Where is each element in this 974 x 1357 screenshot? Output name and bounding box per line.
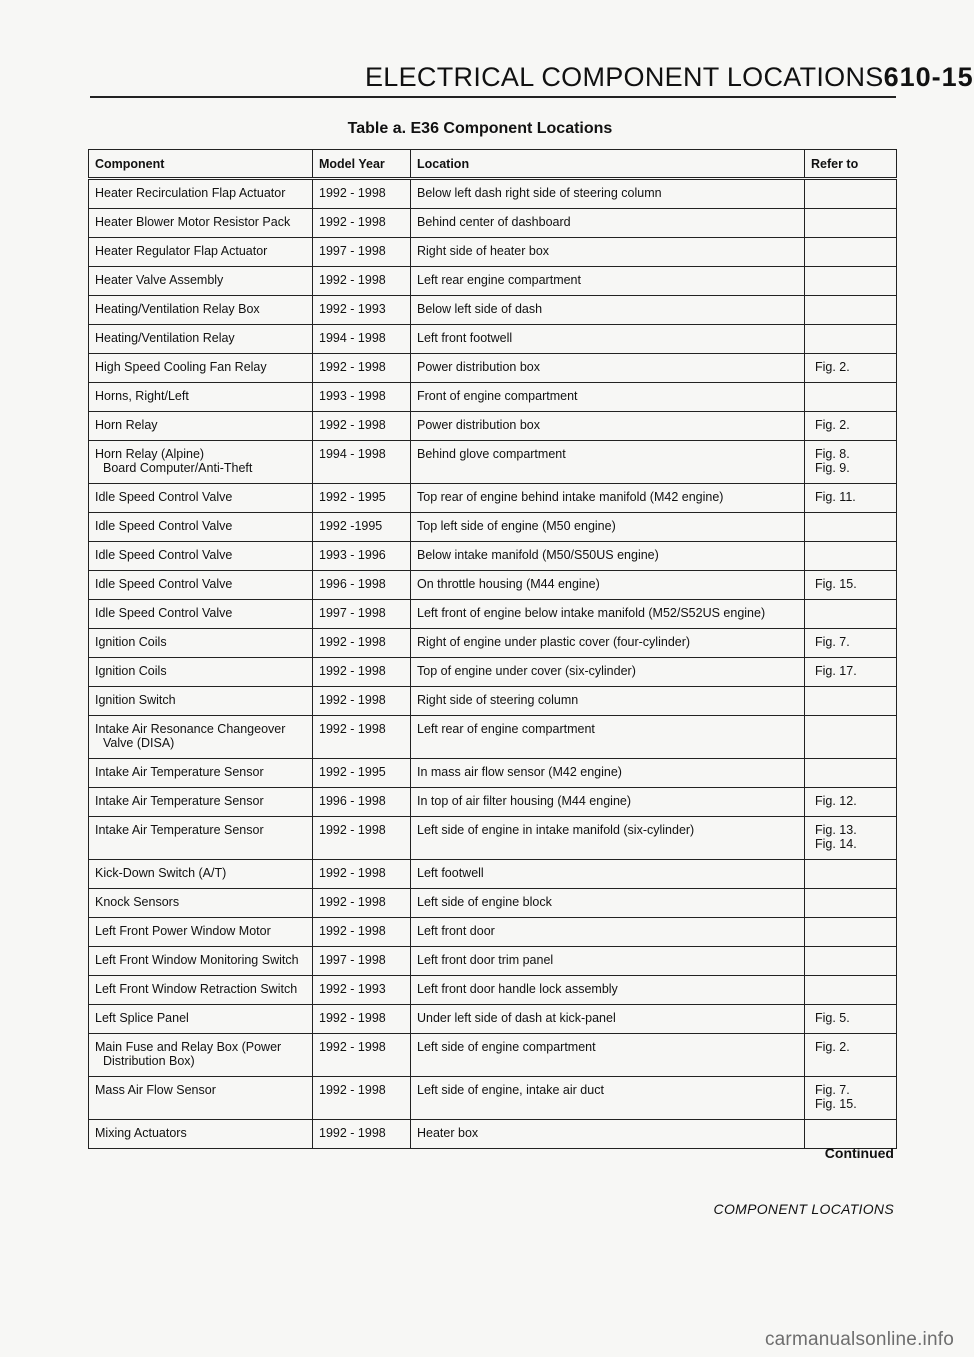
table-row [89,817,897,860]
cell-component [89,918,313,947]
cell-component [89,542,313,571]
cell-model-year-line: 1992 -1995 [319,519,383,533]
cell-refer-to [805,542,897,571]
cell-component-line: Intake Air Temperature Sensor [95,823,264,837]
cell-location [411,629,805,658]
cell-component-line: Heater Blower Motor Resistor Pack [95,215,291,229]
cell-component [89,441,313,484]
cell-model-year [313,1120,411,1149]
cell-model-year-line: 1992 - 1998 [319,360,386,374]
cell-refer-to [805,1034,897,1077]
cell-model-year [313,383,411,412]
cell-model-year-line: 1992 - 1993 [319,302,386,316]
cell-model-year [313,1077,411,1120]
cell-component-line: High Speed Cooling Fan Relay [95,360,267,374]
cell-model-year [313,889,411,918]
watermark: carmanualsonline.info [764,1329,954,1350]
cell-model-year [313,412,411,441]
cell-location-line: Left side of engine compartment [417,1040,596,1054]
cell-location [411,976,805,1005]
cell-component-line: Knock Sensors [95,895,180,909]
cell-location-line: On throttle housing (M44 engine) [417,577,600,591]
cell-model-year-line: 1994 - 1998 [319,331,386,345]
table-row [89,542,897,571]
table-row [89,658,897,687]
cell-refer-to [805,889,897,918]
cell-refer-to [805,1005,897,1034]
table-row [89,889,897,918]
cell-location-line: Heater box [417,1126,479,1140]
cell-refer-to [805,441,897,484]
cell-component-line: Valve (DISA) [103,736,175,750]
cell-component [89,296,313,325]
cell-location [411,383,805,412]
cell-model-year [313,860,411,889]
cell-location [411,209,805,238]
table-row [89,1077,897,1120]
cell-model-year-line: 1994 - 1998 [319,447,386,461]
cell-location-line: Below left side of dash [417,302,543,316]
cell-model-year [313,658,411,687]
cell-component [89,658,313,687]
cell-model-year-line: 1992 - 1998 [319,924,386,938]
cell-component-line: Mass Air Flow Sensor [95,1083,216,1097]
cell-location [411,1120,805,1149]
cell-component-line: Heating/Ventilation Relay Box [95,302,260,316]
cell-location [411,687,805,716]
cell-component-line: Heater Regulator Flap Actuator [95,244,268,258]
cell-component [89,976,313,1005]
cell-refer-to [805,860,897,889]
cell-component-line: Left Front Window Monitoring Switch [95,953,299,967]
cell-model-year [313,600,411,629]
cell-location-line: Behind center of dashboard [417,215,571,229]
cell-location [411,1005,805,1034]
cell-component [89,1005,313,1034]
cell-location [411,296,805,325]
cell-component-line: Mixing Actuators [95,1126,187,1140]
cell-component-line: Idle Speed Control Valve [95,548,233,562]
cell-component-line: Heater Valve Assembly [95,273,224,287]
cell-component-line: Idle Speed Control Valve [95,577,233,591]
cell-model-year [313,788,411,817]
cell-location [411,1034,805,1077]
cell-model-year [313,817,411,860]
cell-component [89,629,313,658]
cell-location-line: Left front door handle lock assembly [417,982,618,996]
table-row [89,296,897,325]
cell-component-line: Heater Recirculation Flap Actuator [95,186,286,200]
cell-component [89,209,313,238]
cell-refer-to-line: Fig. 15. [815,1097,857,1111]
column-header-location: Location [411,150,805,179]
cell-component [89,513,313,542]
cell-component [89,860,313,889]
cell-model-year-line: 1992 - 1998 [319,1040,386,1054]
cell-refer-to-line: Fig. 15. [815,577,857,591]
cell-refer-to [805,716,897,759]
cell-location [411,267,805,296]
table-caption: Table a. E36 Component Locations [347,120,613,137]
cell-location [411,484,805,513]
cell-location [411,947,805,976]
cell-location-line: Left side of engine in intake manifold (six-cylinder) [417,823,695,837]
cell-location [411,441,805,484]
cell-component [89,383,313,412]
table-row [89,412,897,441]
cell-model-year [313,179,411,209]
cell-refer-to [805,296,897,325]
cell-component-line: Left Splice Panel [95,1011,189,1025]
cell-location-line: Left front footwell [417,331,513,345]
cell-model-year-line: 1992 - 1998 [319,866,386,880]
cell-refer-to-line: Fig. 2. [815,418,850,432]
cell-location [411,238,805,267]
cell-refer-to-line: Fig. 2. [815,360,850,374]
cell-model-year [313,354,411,383]
cell-component-line: Heating/Ventilation Relay [95,331,235,345]
cell-model-year-line: 1992 - 1998 [319,722,386,736]
cell-model-year-line: 1992 - 1998 [319,418,386,432]
table-row [89,600,897,629]
footer-section-label: COMPONENT LOCATIONS [713,1201,894,1217]
cell-refer-to-line: Fig. 12. [815,794,857,808]
cell-model-year [313,976,411,1005]
cell-component-line: Ignition Switch [95,693,176,707]
cell-location-line: Below left dash right side of steering column [417,186,662,200]
cell-model-year-line: 1992 - 1995 [319,490,386,504]
cell-location [411,412,805,441]
cell-refer-to [805,238,897,267]
cell-refer-to [805,513,897,542]
cell-component-line: Horn Relay [95,418,158,432]
cell-component-line: Ignition Coils [95,635,167,649]
cell-location [411,600,805,629]
cell-component [89,484,313,513]
cell-model-year-line: 1992 - 1998 [319,1083,386,1097]
cell-component [89,354,313,383]
table-row [89,209,897,238]
cell-location-line: Top of engine under cover (six-cylinder) [417,664,636,678]
cell-component [89,267,313,296]
cell-model-year [313,209,411,238]
cell-model-year [313,441,411,484]
table-row [89,1034,897,1077]
cell-refer-to [805,788,897,817]
cell-location-line: Right of engine under plastic cover (four-cylinder) [417,635,691,649]
cell-refer-to-line: Fig. 9. [815,461,850,475]
cell-component-line: Idle Speed Control Valve [95,490,233,504]
table-row [89,918,897,947]
cell-component [89,325,313,354]
cell-location [411,817,805,860]
cell-refer-to [805,687,897,716]
table-row [89,179,897,209]
continued-label: Continued [824,1145,894,1161]
page-header [365,62,974,93]
cell-model-year [313,325,411,354]
cell-refer-to [805,209,897,238]
cell-location [411,325,805,354]
cell-model-year-line: 1992 - 1998 [319,1011,386,1025]
cell-refer-to [805,383,897,412]
cell-location [411,179,805,209]
table-row [89,860,897,889]
cell-component [89,1034,313,1077]
cell-model-year-line: 1992 - 1998 [319,664,386,678]
table-row [89,383,897,412]
cell-refer-to-line: Fig. 13. [815,823,857,837]
cell-model-year-line: 1992 - 1998 [319,635,386,649]
cell-location-line: Front of engine compartment [417,389,578,403]
cell-model-year-line: 1993 - 1998 [319,389,386,403]
cell-component-line: Horn Relay (Alpine) [95,447,205,461]
cell-model-year-line: 1997 - 1998 [319,244,386,258]
cell-refer-to-line: Fig. 17. [815,664,857,678]
table-row [89,267,897,296]
table-row [89,325,897,354]
table-row [89,976,897,1005]
cell-model-year-line: 1992 - 1998 [319,186,386,200]
cell-refer-to [805,267,897,296]
table-row [89,1120,897,1149]
cell-refer-to-line: Fig. 2. [815,1040,850,1054]
cell-refer-to [805,759,897,788]
cell-model-year [313,1005,411,1034]
cell-refer-to [805,600,897,629]
cell-model-year [313,947,411,976]
cell-model-year [313,918,411,947]
table-row [89,759,897,788]
cell-component-line: Distribution Box) [103,1054,195,1068]
cell-model-year-line: 1992 - 1998 [319,273,386,287]
cell-model-year-line: 1992 - 1995 [319,765,386,779]
cell-component-line: Intake Air Temperature Sensor [95,765,264,779]
cell-component-line: Ignition Coils [95,664,167,678]
table-body [89,179,897,1149]
cell-location-line: Left rear of engine compartment [417,722,595,736]
cell-location-line: Left front door trim panel [417,953,554,967]
cell-model-year-line: 1997 - 1998 [319,953,386,967]
cell-component [89,412,313,441]
cell-component-line: Intake Air Temperature Sensor [95,794,264,808]
cell-location-line: Right side of steering column [417,693,579,707]
cell-refer-to [805,325,897,354]
cell-model-year-line: 1996 - 1998 [319,577,386,591]
cell-component [89,238,313,267]
cell-component [89,759,313,788]
cell-location-line: Under left side of dash at kick-panel [417,1011,616,1025]
cell-location [411,716,805,759]
cell-location [411,918,805,947]
cell-location-line: In mass air flow sensor (M42 engine) [417,765,622,779]
cell-location-line: Below intake manifold (M50/S50US engine) [417,548,659,562]
cell-model-year [313,267,411,296]
cell-component-line: Intake Air Resonance Changeover [95,722,286,736]
cell-model-year-line: 1996 - 1998 [319,794,386,808]
cell-location-line: Power distribution box [417,418,540,432]
cell-component [89,1120,313,1149]
table-row [89,629,897,658]
cell-model-year [313,484,411,513]
column-header-model-year: Model Year [313,150,411,179]
cell-component-line: Kick-Down Switch (A/T) [95,866,227,880]
cell-component [89,687,313,716]
cell-location [411,542,805,571]
page-number: 610-15 [883,62,974,92]
table-row [89,484,897,513]
cell-location-line: Right side of heater box [417,244,550,258]
cell-refer-to [805,918,897,947]
cell-model-year [313,629,411,658]
cell-model-year [313,238,411,267]
cell-refer-to-line: Fig. 7. [815,635,850,649]
cell-model-year-line: 1992 - 1993 [319,982,386,996]
cell-refer-to [805,484,897,513]
cell-model-year [313,542,411,571]
table-row [89,238,897,267]
cell-model-year [313,759,411,788]
cell-location-line: Top left side of engine (M50 engine) [417,519,616,533]
cell-location [411,860,805,889]
cell-model-year [313,1034,411,1077]
cell-refer-to [805,354,897,383]
cell-refer-to [805,179,897,209]
cell-component [89,600,313,629]
cell-refer-to [805,658,897,687]
cell-location-line: Top rear of engine behind intake manifold (M42 engine) [417,490,724,504]
cell-component [89,571,313,600]
cell-component-line: Horns, Right/Left [95,389,189,403]
cell-refer-to [805,947,897,976]
cell-refer-to-line: Fig. 5. [815,1011,850,1025]
cell-location [411,354,805,383]
cell-model-year [313,716,411,759]
cell-refer-to-line: Fig. 7. [815,1083,850,1097]
cell-location [411,788,805,817]
cell-model-year-line: 1992 - 1998 [319,1126,386,1140]
cell-component [89,716,313,759]
table-row [89,687,897,716]
cell-component [89,788,313,817]
cell-component [89,947,313,976]
cell-location-line: Left footwell [417,866,484,880]
cell-location-line: Behind glove compartment [417,447,566,461]
cell-component-line: Board Computer/Anti-Theft [103,461,253,475]
cell-location-line: In top of air filter housing (M44 engine) [417,794,632,808]
table-row [89,1005,897,1034]
cell-refer-to-line: Fig. 14. [815,837,857,851]
cell-model-year-line: 1993 - 1996 [319,548,386,562]
cell-location-line: Left front of engine below intake manifold (M52/S52US engine) [417,606,766,620]
cell-component [89,179,313,209]
section-title: ELECTRICAL COMPONENT LOCATIONS [365,62,884,92]
cell-location [411,658,805,687]
table-row [89,441,897,484]
cell-refer-to [805,629,897,658]
cell-component-line: Idle Speed Control Valve [95,519,233,533]
cell-location-line: Left rear engine compartment [417,273,581,287]
cell-location [411,571,805,600]
cell-location-line: Left front door [417,924,495,938]
cell-location [411,889,805,918]
cell-refer-to [805,571,897,600]
cell-model-year-line: 1992 - 1998 [319,215,386,229]
cell-model-year-line: 1992 - 1998 [319,895,386,909]
cell-refer-to [805,976,897,1005]
cell-component-line: Main Fuse and Relay Box (Power [95,1040,282,1054]
cell-refer-to-line: Fig. 8. [815,447,850,461]
component-locations-table [88,149,897,1149]
cell-component [89,1077,313,1120]
cell-model-year [313,687,411,716]
cell-model-year [313,571,411,600]
cell-location-line: Power distribution box [417,360,540,374]
table-row [89,571,897,600]
cell-location-line: Left side of engine block [417,895,552,909]
cell-component-line: Idle Speed Control Valve [95,606,233,620]
cell-model-year-line: 1992 - 1998 [319,693,386,707]
cell-component-line: Left Front Power Window Motor [95,924,271,938]
cell-refer-to-line: Fig. 11. [815,490,856,504]
cell-refer-to [805,412,897,441]
table-row [89,947,897,976]
cell-model-year-line: 1992 - 1998 [319,823,386,837]
cell-component-line: Left Front Window Retraction Switch [95,982,298,996]
table-row [89,513,897,542]
table-header-row [89,150,897,179]
cell-model-year-line: 1997 - 1998 [319,606,386,620]
column-header-refer-to: Refer to [805,150,897,179]
cell-model-year [313,296,411,325]
cell-component [89,889,313,918]
header-divider [90,96,896,98]
cell-refer-to [805,1077,897,1120]
cell-component [89,817,313,860]
cell-model-year [313,513,411,542]
table-row [89,788,897,817]
cell-location-line: Left side of engine, intake air duct [417,1083,604,1097]
column-header-component: Component [89,150,313,179]
cell-location [411,1077,805,1120]
table-row [89,716,897,759]
cell-refer-to [805,817,897,860]
cell-location [411,759,805,788]
table-row [89,354,897,383]
cell-location [411,513,805,542]
